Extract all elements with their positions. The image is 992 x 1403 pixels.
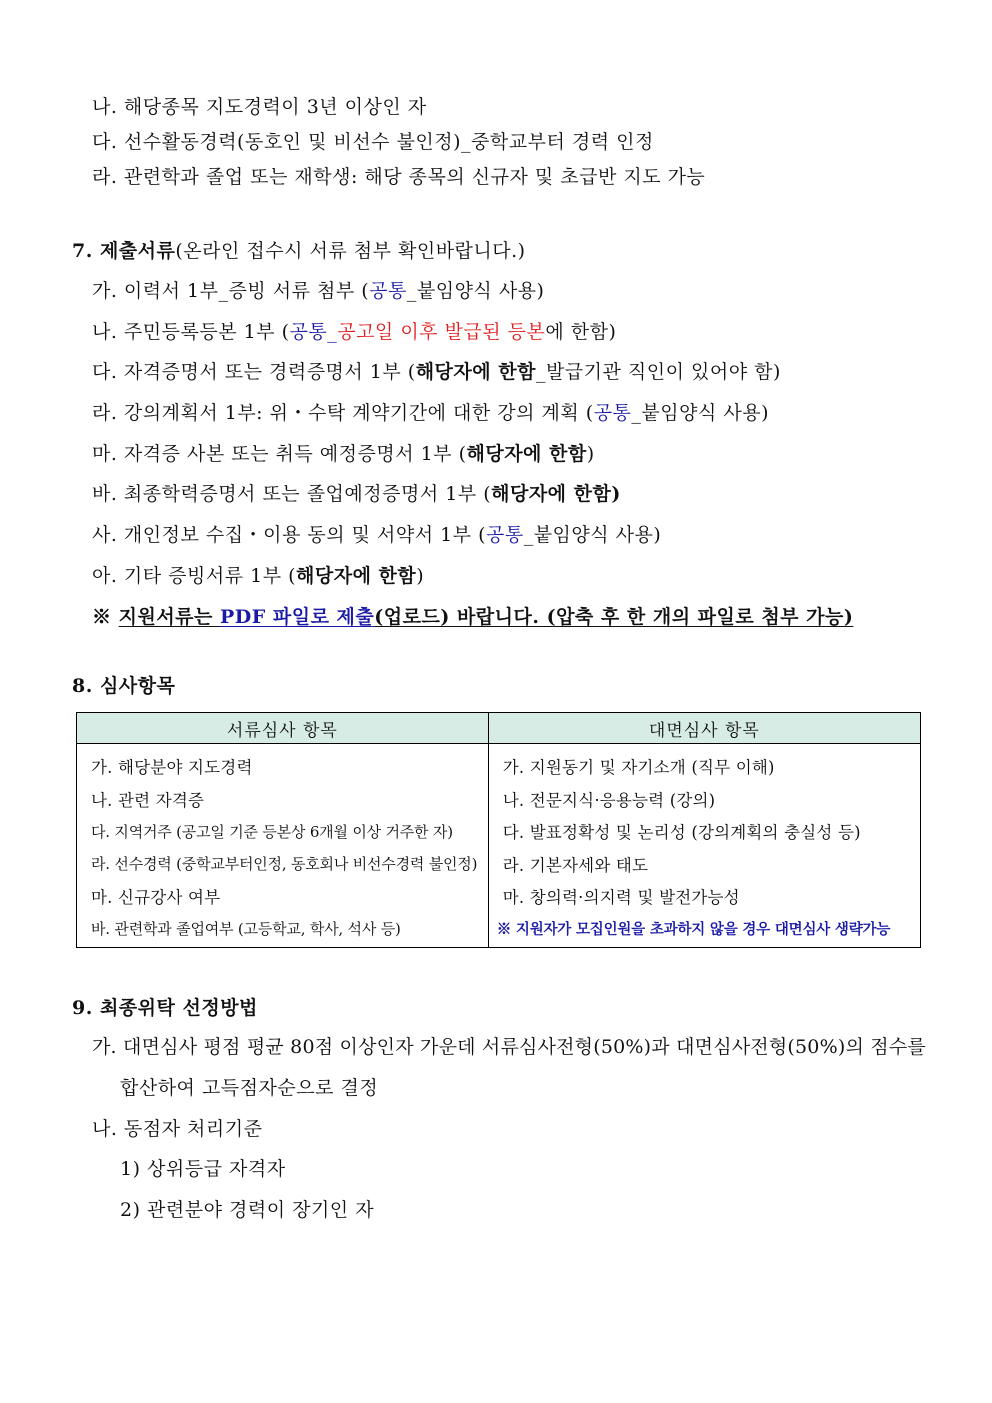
header-interview-review: 대면심사 항목 [488, 713, 920, 744]
document-item-ra [92, 398, 769, 425]
item-text: _붙임양식 사용) [631, 402, 769, 424]
table-cell: 나. 관련 자격증 [77, 783, 489, 816]
applicable-tag: 해당자에 한함 [466, 443, 587, 465]
table-cell: 라. 선수경력 (중학교부터인정, 동호회나 비선수경력 불인정) [77, 848, 489, 881]
section7-heading [72, 236, 526, 263]
table-cell: 마. 신규강사 여부 [77, 880, 489, 913]
table-row [77, 880, 921, 913]
document-item-da [92, 357, 781, 384]
common-tag: 공통_ [289, 321, 338, 343]
item-text: 에 한함) [545, 321, 617, 343]
item-text: 라. 강의계획서 1부: 위・수탁 계약기간에 대한 강의 계획 ( [92, 402, 594, 424]
section7-title-note: (온라인 접수시 서류 첨부 확인바랍니다.) [175, 240, 526, 262]
item-text: 다. 자격증명서 또는 경력증명서 1부 ( [92, 361, 416, 383]
table-row [77, 783, 921, 816]
notice-text: (업로드) 바랍니다. (압축 후 한 개의 파일로 첨부 가능) [374, 606, 854, 628]
section8-title: 8. 심사항목 [72, 675, 176, 697]
table-cell: 나. 전문지식·응용능력 (강의) [488, 783, 920, 816]
common-tag: 공통 [485, 524, 524, 546]
document-item-ma [92, 439, 595, 466]
table-row [77, 815, 921, 848]
item-text: 바. 최종학력증명서 또는 졸업예정증명서 1부 ( [92, 483, 492, 505]
qualification-item-da: 다. 선수활동경력(동호인 및 비선수 불인정)_중학교부터 경력 인정 [92, 131, 654, 153]
item-text: 마. 자격증 사본 또는 취득 예정증명서 1부 ( [92, 443, 467, 465]
qualification-item-ra: 라. 관련학과 졸업 또는 재학생: 해당 종목의 신규자 및 초급반 지도 가능 [92, 166, 706, 188]
item-text: _발급기관 직인이 있어야 함) [535, 361, 781, 383]
common-tag: 공통 [369, 280, 407, 302]
table-row [77, 744, 921, 783]
qualification-item-na: 나. 해당종목 지도경력이 3년 이상인 자 [92, 96, 427, 118]
emphasis-red: 공고일 이후 발급된 등본 [337, 321, 546, 343]
header-document-review: 서류심사 항목 [77, 713, 489, 744]
notice-mark: ※ [92, 606, 119, 628]
table-row [77, 913, 921, 948]
review-criteria-table [76, 712, 921, 948]
selection-item-ga-cont: 합산하여 고득점자순으로 결정 [120, 1077, 379, 1099]
pdf-notice [92, 602, 853, 629]
section9-title: 9. 최종위탁 선정방법 [72, 997, 258, 1019]
applicable-tag: 해당자에 한함 [296, 565, 417, 587]
document-item-a [92, 561, 424, 588]
table-cell: 다. 지역거주 (공고일 기준 등본상 6개월 이상 거주한 자) [77, 815, 489, 848]
applicable-tag: 해당자에 한함 [415, 361, 536, 383]
applicable-tag: 해당자에 한함 [491, 483, 612, 505]
document-item-sa [92, 520, 661, 547]
selection-item-ga: 가. 대면심사 평점 평균 80점 이상인자 가운데 서류심사전형(50%)과 대면심사전형(50%)의 점수를 [92, 1036, 926, 1058]
common-tag: 공통 [593, 402, 632, 424]
table-cell: 라. 기본자세와 태도 [488, 848, 920, 881]
item-text: _붙임양식 사용) [523, 524, 662, 546]
tie-rule-2: 2) 관련분야 경력이 장기인 자 [120, 1199, 375, 1221]
item-text: ) [416, 565, 425, 587]
item-text: _붙임양식 사용) [406, 280, 545, 302]
table-cell: 가. 지원동기 및 자기소개 (직무 이해) [488, 744, 920, 783]
table-cell: 다. 발표정확성 및 논리성 (강의계획의 충실성 등) [488, 815, 920, 848]
item-text: 나. 주민등록등본 1부 ( [92, 321, 290, 343]
table-cell: 바. 관련학과 졸업여부 (고등학교, 학사, 석사 등) [77, 913, 489, 948]
document-item-ga [92, 276, 544, 303]
document-item-ba [92, 479, 621, 506]
item-text: ) [586, 443, 595, 465]
interview-skip-note: ※ 지원자가 모집인원을 초과하지 않을 경우 대면심사 생략가능 [488, 913, 920, 948]
notice-emphasis: PDF 파일로 제출 [220, 606, 375, 628]
selection-item-na: 나. 동점자 처리기준 [92, 1118, 263, 1140]
table-cell: 가. 해당분야 지도경력 [77, 744, 489, 783]
section7-title: 7. 제출서류 [72, 240, 176, 262]
tie-rule-1: 1) 상위등급 자격자 [120, 1158, 286, 1180]
item-text: 가. 이력서 1부_증빙 서류 첨부 ( [92, 280, 370, 302]
item-text: ) [611, 483, 621, 505]
table-cell: 마. 창의력·의지력 및 발전가능성 [488, 880, 920, 913]
document-item-na [92, 317, 616, 344]
table-row [77, 848, 921, 881]
item-text: 사. 개인정보 수집・이용 동의 및 서약서 1부 ( [92, 524, 486, 546]
item-text: 아. 기타 증빙서류 1부 ( [92, 565, 297, 587]
notice-text: 지원서류는 [118, 606, 221, 628]
table-header-row [77, 713, 921, 744]
